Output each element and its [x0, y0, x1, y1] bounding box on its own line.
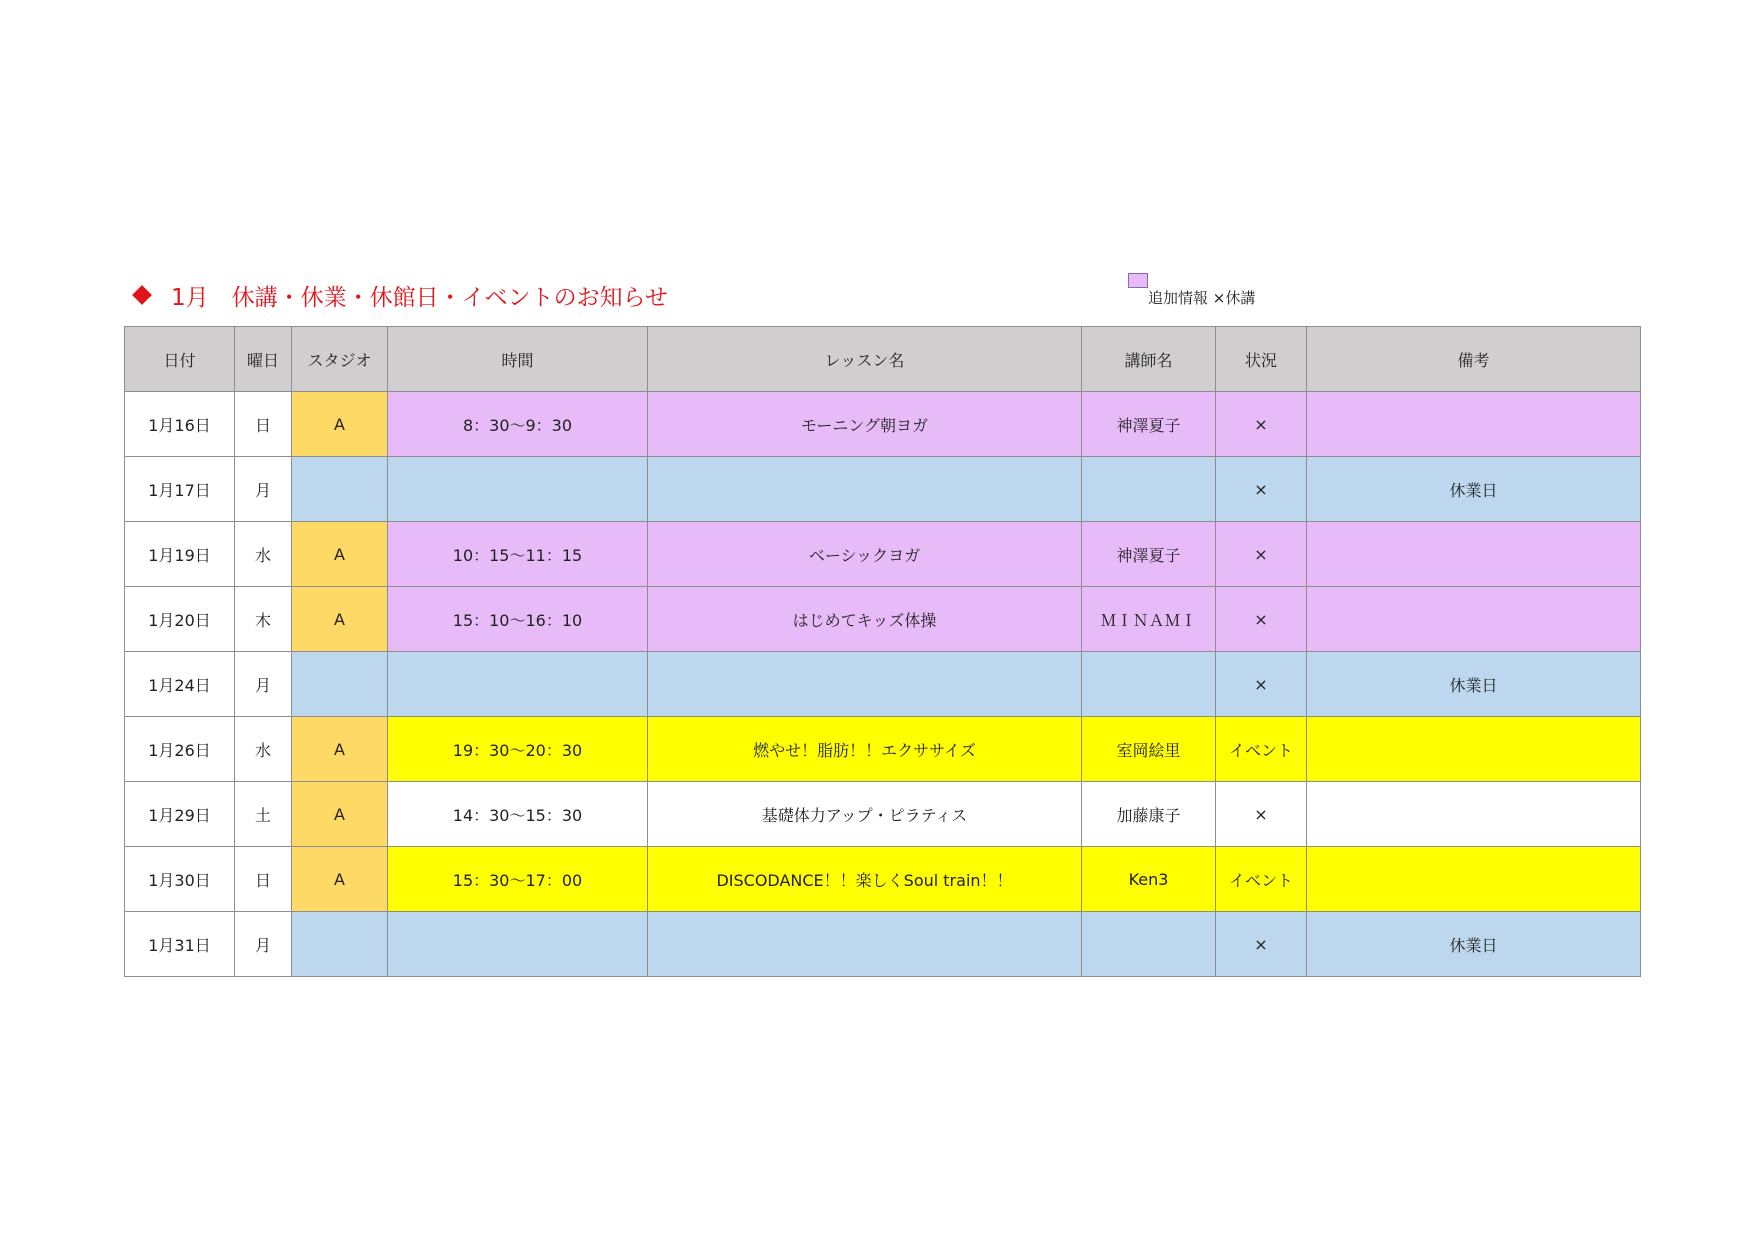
cell-studio — [292, 457, 388, 522]
cell-date: 1月24日 — [125, 652, 235, 717]
cell-status: イベント — [1216, 717, 1307, 782]
cell-lesson-name: DISCODANCE！！楽しくSoul train！！ — [648, 847, 1082, 912]
cell-date: 1月19日 — [125, 522, 235, 587]
cell-instructor — [1082, 457, 1216, 522]
cell-notes: 休業日 — [1307, 457, 1641, 522]
cell-status: × — [1216, 782, 1307, 847]
cell-studio: A — [292, 782, 388, 847]
cell-time — [388, 652, 648, 717]
diamond-icon — [132, 285, 152, 305]
cell-lesson-name — [648, 652, 1082, 717]
page-title — [130, 278, 668, 312]
legend-text: 追加情報 ×休講 — [1148, 289, 1256, 307]
table-row — [125, 782, 1641, 847]
additional-info-swatch — [1128, 273, 1148, 288]
table-header-row — [125, 327, 1641, 392]
cell-notes: 休業日 — [1307, 912, 1641, 977]
cell-lesson-name: 基礎体力アップ・ピラティス — [648, 782, 1082, 847]
cell-day-of-week: 水 — [235, 522, 292, 587]
cell-instructor — [1082, 652, 1216, 717]
header-notes: 備考 — [1307, 327, 1641, 392]
cell-day-of-week: 土 — [235, 782, 292, 847]
cell-date: 1月31日 — [125, 912, 235, 977]
table-row — [125, 457, 1641, 522]
cell-notes — [1307, 522, 1641, 587]
cell-lesson-name: はじめてキッズ体操 — [648, 587, 1082, 652]
cell-notes — [1307, 392, 1641, 457]
table-row — [125, 912, 1641, 977]
cell-date: 1月20日 — [125, 587, 235, 652]
cell-time: 15：10～16：10 — [388, 587, 648, 652]
cell-status: × — [1216, 392, 1307, 457]
header-status: 状況 — [1216, 327, 1307, 392]
cell-instructor: 室岡絵里 — [1082, 717, 1216, 782]
page-title-text: 1月 休講・休業・休館日・イベントのお知らせ — [171, 284, 668, 311]
header-day-of-week: 曜日 — [235, 327, 292, 392]
cell-date: 1月16日 — [125, 392, 235, 457]
cell-time: 14：30～15：30 — [388, 782, 648, 847]
cell-day-of-week: 月 — [235, 457, 292, 522]
cell-studio — [292, 912, 388, 977]
cell-notes — [1307, 587, 1641, 652]
cell-instructor: 神澤夏子 — [1082, 522, 1216, 587]
table-row — [125, 587, 1641, 652]
table-row — [125, 717, 1641, 782]
cell-instructor — [1082, 912, 1216, 977]
cell-studio: A — [292, 522, 388, 587]
table-row — [125, 522, 1641, 587]
header-time: 時間 — [388, 327, 648, 392]
header-date: 日付 — [125, 327, 235, 392]
cell-lesson-name: モーニング朝ヨガ — [648, 392, 1082, 457]
cell-status: × — [1216, 457, 1307, 522]
cell-studio: A — [292, 587, 388, 652]
cell-studio: A — [292, 847, 388, 912]
cell-day-of-week: 月 — [235, 912, 292, 977]
cell-day-of-week: 水 — [235, 717, 292, 782]
cell-instructor: ＭＩＮＡＭＩ — [1082, 587, 1216, 652]
header-studio: スタジオ — [292, 327, 388, 392]
cell-notes — [1307, 847, 1641, 912]
cell-day-of-week: 日 — [235, 392, 292, 457]
table-row — [125, 652, 1641, 717]
cell-notes — [1307, 717, 1641, 782]
cell-status: イベント — [1216, 847, 1307, 912]
cell-date: 1月30日 — [125, 847, 235, 912]
schedule-table — [124, 326, 1641, 977]
cell-day-of-week: 月 — [235, 652, 292, 717]
cell-studio: A — [292, 717, 388, 782]
cell-notes: 休業日 — [1307, 652, 1641, 717]
cell-lesson-name: ベーシックヨガ — [648, 522, 1082, 587]
header-instructor: 講師名 — [1082, 327, 1216, 392]
cell-day-of-week: 木 — [235, 587, 292, 652]
cell-time: 19：30～20：30 — [388, 717, 648, 782]
table-row — [125, 392, 1641, 457]
header-lesson-name: レッスン名 — [648, 327, 1082, 392]
cell-date: 1月26日 — [125, 717, 235, 782]
cell-instructor: 加藤康子 — [1082, 782, 1216, 847]
cell-studio — [292, 652, 388, 717]
cell-status: × — [1216, 587, 1307, 652]
cell-time: 10：15～11：15 — [388, 522, 648, 587]
cell-lesson-name — [648, 912, 1082, 977]
cell-lesson-name — [648, 457, 1082, 522]
cell-instructor: 神澤夏子 — [1082, 392, 1216, 457]
cell-studio: A — [292, 392, 388, 457]
cell-date: 1月29日 — [125, 782, 235, 847]
cell-instructor: Ken3 — [1082, 847, 1216, 912]
cell-notes — [1307, 782, 1641, 847]
cell-time — [388, 457, 648, 522]
cell-time: 8：30～9：30 — [388, 392, 648, 457]
cell-lesson-name: 燃やせ！脂肪！！エクササイズ — [648, 717, 1082, 782]
cell-time — [388, 912, 648, 977]
cell-time: 15：30～17：00 — [388, 847, 648, 912]
cell-day-of-week: 日 — [235, 847, 292, 912]
table-row — [125, 847, 1641, 912]
cell-status: × — [1216, 652, 1307, 717]
cell-status: × — [1216, 912, 1307, 977]
cell-status: × — [1216, 522, 1307, 587]
cell-date: 1月17日 — [125, 457, 235, 522]
